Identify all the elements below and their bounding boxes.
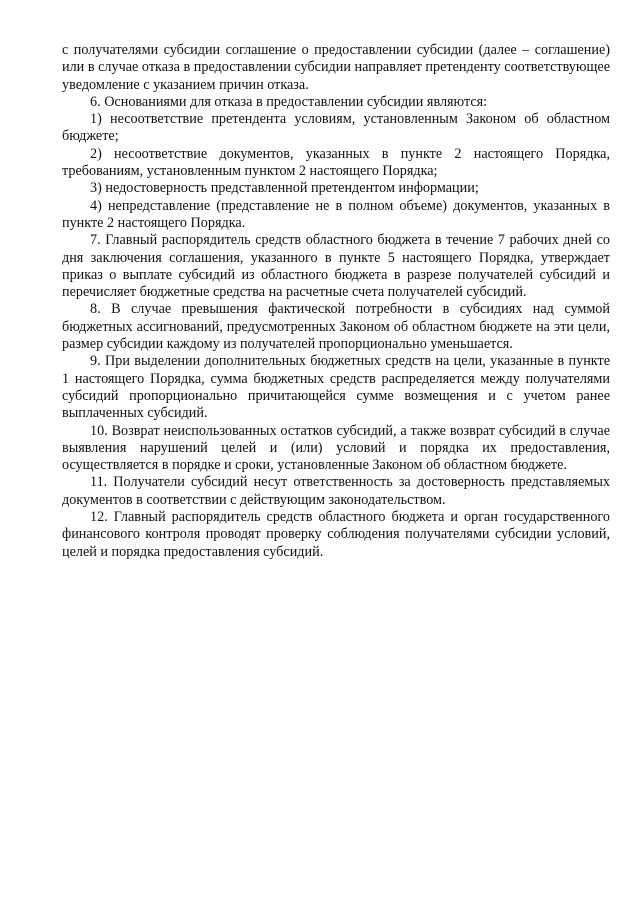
paragraph-10: 10. Возврат неиспользованных остатков субсидий, а также возврат субсидий в случае выявления нарушений целей и (или) условий и порядка их предоставления, осуществляется в порядке и сроки, установленные Законом об областном бюджете.: [62, 422, 610, 474]
paragraph-7: 7. Главный распорядитель средств областного бюджета в течение 7 рабочих дней со дня заключения соглашения, указанного в пункте 5 настоящего Порядка, утверждает приказ о выплате субсидий из областного бюджета в разрезе получателей субсидий и перечисляет бюджетные средства на расчетные счета получателей субсидий.: [62, 232, 610, 301]
paragraph-6-item-3: 3) недостоверность представленной претендентом информации;: [90, 180, 479, 197]
paragraph-6-item-4: 4) непредставление (представление не в полном объеме) документов, указанных в пункте 2 настоящего Порядка.: [62, 197, 610, 231]
document-page: [62, 42, 610, 561]
paragraph-12: 12. Главный распорядитель средств областного бюджета и орган государственного финансового контроля проводят проверку соблюдения получателями субсидии условий, целей и порядка предоставления субсидий.: [62, 509, 610, 560]
paragraph-9: 9. При выделении дополнительных бюджетных средств на цели, указанные в пункте 1 настоящего Порядка, сумма бюджетных средств распределяется между получателями субсидий пропорционально причитающейся сумме возмещения и с учетом ранее выплаченных субсидий.: [62, 353, 610, 422]
paragraph-8: 8. В случае превышения фактической потребности в субсидиях над суммой бюджетных ассигнований, предусмотренных Законом об областном бюджете на эти цели, размер субсидии каждому из получателей пропорционально уменьшается.: [62, 301, 610, 353]
paragraph-11: 11. Получатели субсидий несут ответственность за достоверность представляемых документов в соответствии с действующим законодательством.: [62, 474, 610, 508]
paragraph-continuation: с получателями субсидии соглашение о предоставлении субсидии (далее – соглашение) или в случае отказа в предоставлении субсидии направляет претенденту соответствующее уведомление с указанием причин отказа.: [62, 42, 610, 93]
paragraph-6-item-2: 2) несоответствие документов, указанных в пункте 2 настоящего Порядка, требованиям, установленным пунктом 2 настоящего Порядка;: [62, 145, 610, 180]
paragraph-6-item-1: 1) несоответствие претендента условиям, установленным Законом об областном бюджете;: [62, 111, 610, 145]
paragraph-6: 6. Основаниями для отказа в предоставлении субсидии являются:: [90, 93, 488, 110]
